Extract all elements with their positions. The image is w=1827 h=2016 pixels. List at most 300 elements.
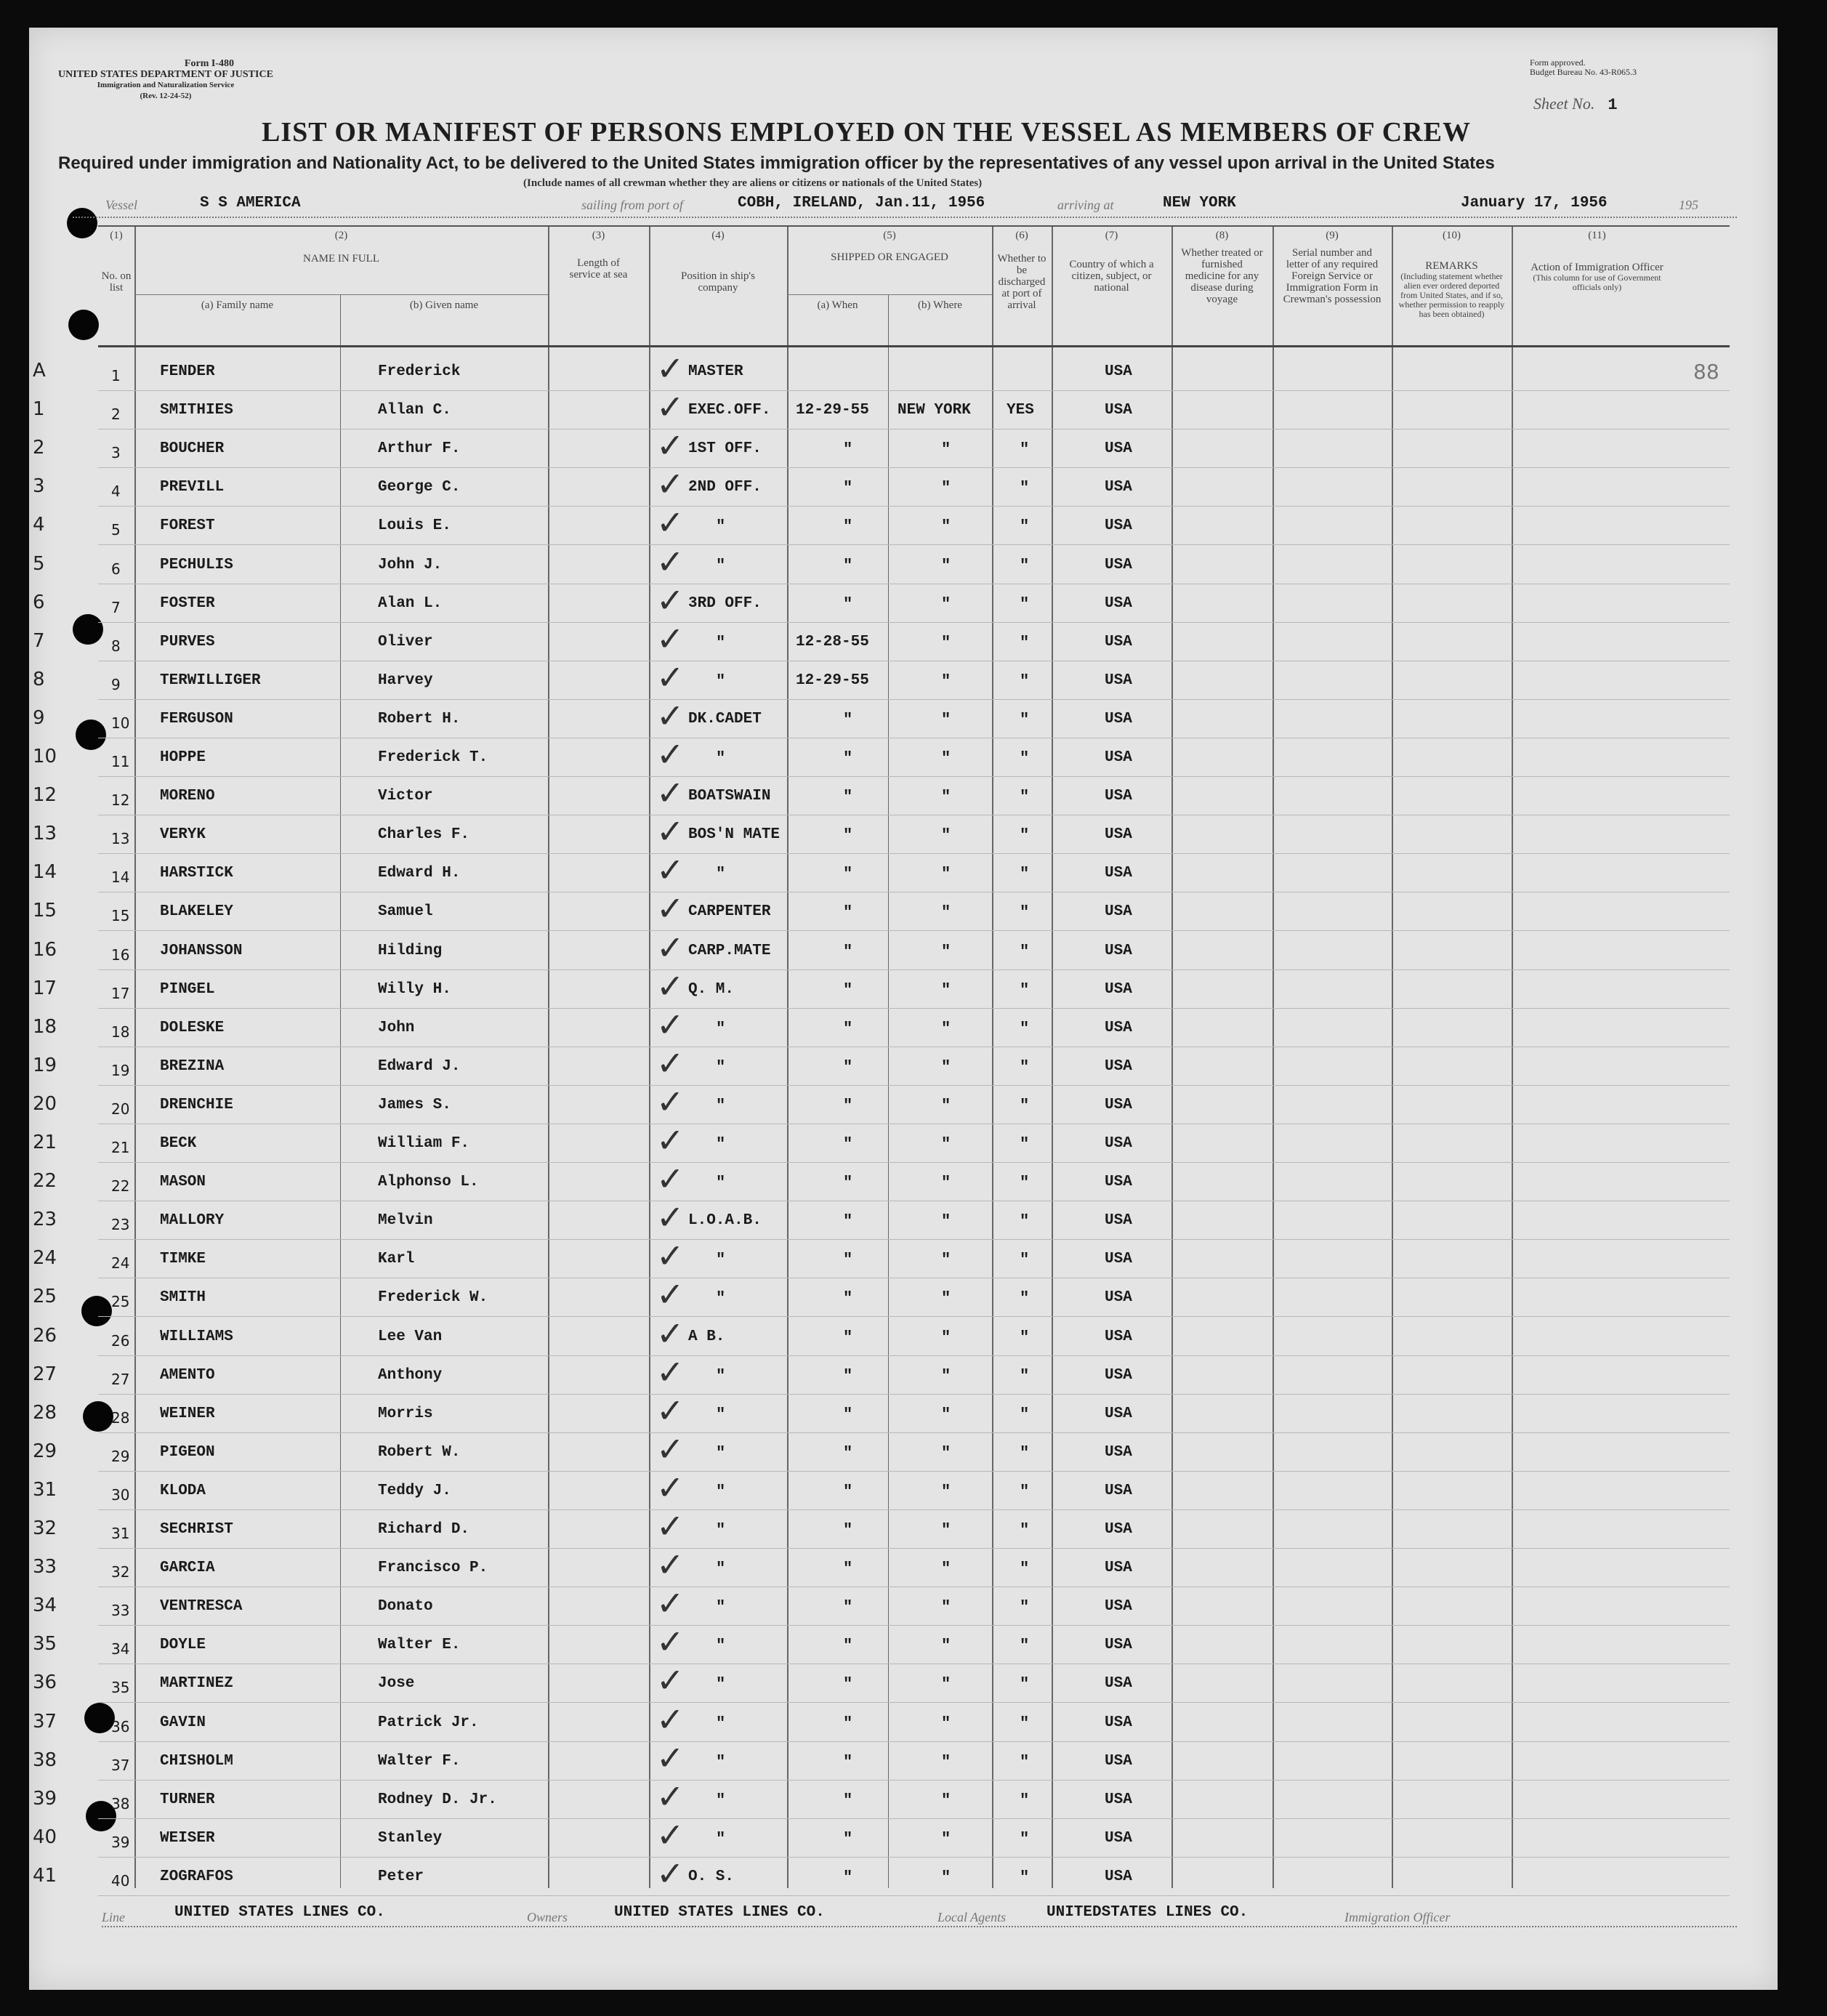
given-name: Morris (378, 1405, 433, 1422)
country: USA (1105, 1057, 1132, 1075)
shipped-where: " (941, 1019, 951, 1038)
list-number: 34 (111, 1640, 130, 1658)
shipped-where: " (941, 1212, 951, 1231)
family-name: PECHULIS (160, 556, 233, 573)
position: " (716, 633, 726, 652)
discharged: " (1020, 440, 1030, 459)
col-discharged-label: (6) Whether to be discharged at port of arrival (997, 230, 1046, 311)
country: USA (1105, 1752, 1132, 1770)
given-name: Hilding (378, 942, 443, 959)
position: A B. (688, 1328, 725, 1345)
position: " (716, 672, 726, 690)
col-action-label: (11) Action of Immigration Officer (This column for use of Government officials only) (1530, 230, 1663, 292)
discharged: " (1020, 1174, 1030, 1193)
arriving-label: arriving at (1057, 198, 1114, 212)
list-number: 35 (111, 1679, 130, 1697)
country: USA (1105, 1019, 1132, 1036)
shipped-where: " (941, 942, 951, 961)
position: " (716, 517, 726, 536)
given-name: Karl (378, 1251, 415, 1268)
form-number: Form I-480 (184, 58, 234, 69)
shipped-where: " (941, 865, 951, 884)
family-name: GARCIA (160, 1560, 215, 1577)
handwritten-number: 21 (33, 1132, 57, 1153)
handwritten-number: 13 (33, 823, 57, 845)
discharged: " (1020, 1791, 1030, 1810)
given-name: Arthur F. (378, 440, 461, 458)
given-name: Robert W. (378, 1443, 461, 1461)
discharged: " (1020, 749, 1030, 767)
discharged: " (1020, 594, 1030, 613)
position: 2ND OFF. (688, 479, 762, 496)
row-divider (98, 1780, 1730, 1781)
discharged: " (1020, 1251, 1030, 1270)
list-number: 11 (111, 753, 130, 770)
shipped-where: " (941, 479, 951, 498)
check-mark-icon: ✓ (656, 1004, 685, 1044)
col-length-label: (3) Length of service at sea (569, 230, 628, 281)
given-name: Richard D. (378, 1521, 470, 1538)
handwritten-number: 23 (33, 1209, 57, 1231)
shipped-where: " (941, 1829, 951, 1848)
family-name: PIGEON (160, 1443, 215, 1461)
country: USA (1105, 1675, 1132, 1693)
handwritten-number: 3 (33, 475, 45, 498)
family-name: FOSTER (160, 594, 215, 612)
agents-label: Local Agents (937, 1910, 1007, 1924)
discharged: " (1020, 1328, 1030, 1347)
country: USA (1105, 363, 1132, 380)
shipped-when: " (843, 1598, 853, 1617)
position: " (716, 1251, 726, 1270)
shipped-when: 12-29-55 (796, 672, 869, 689)
voyage-line (73, 195, 1737, 218)
discharged: " (1020, 1443, 1030, 1462)
country: USA (1105, 1251, 1132, 1268)
position: O. S. (688, 1868, 735, 1885)
discharged: " (1020, 517, 1030, 536)
col-no-label: (1) No. on list (101, 230, 132, 294)
position: " (716, 1289, 726, 1308)
shipped-where: NEW YORK (898, 402, 971, 419)
position: EXEC.OFF. (688, 402, 771, 419)
position: " (716, 1096, 726, 1115)
row-divider (98, 1355, 1730, 1356)
discharged: " (1020, 1135, 1030, 1153)
country: USA (1105, 749, 1132, 766)
year-suffix: 195 (1679, 198, 1698, 212)
position: " (716, 1521, 726, 1539)
position: " (716, 1829, 726, 1848)
handwritten-number: 6 (33, 591, 45, 613)
family-name: WEINER (160, 1405, 215, 1422)
discharged: " (1020, 1829, 1030, 1848)
check-mark-icon: ✓ (656, 1275, 685, 1315)
shipped-where: " (941, 826, 951, 845)
shipped-where: " (941, 1135, 951, 1153)
shipped-when: " (843, 517, 853, 536)
shipped-when: " (843, 710, 853, 729)
row-divider (98, 544, 1730, 545)
discharged: " (1020, 1560, 1030, 1578)
given-name: Edward J. (378, 1057, 461, 1075)
family-name: BOUCHER (160, 440, 225, 458)
position: " (716, 1174, 726, 1193)
row-divider (98, 467, 1730, 468)
family-name: JOHANSSON (160, 942, 243, 959)
given-name: Peter (378, 1868, 424, 1885)
owners-label: Owners (527, 1910, 568, 1924)
shipped-where: " (941, 1328, 951, 1347)
family-name: DOYLE (160, 1637, 206, 1654)
handwritten-number: 16 (33, 938, 57, 961)
family-name: PREVILL (160, 479, 225, 496)
shipped-when: " (843, 942, 853, 961)
shipped-when: " (843, 440, 853, 459)
handwritten-number: 5 (33, 552, 45, 575)
row-divider (98, 1895, 1730, 1896)
shipped-where: " (941, 1096, 951, 1115)
row-divider (98, 429, 1730, 430)
handwritten-number: 17 (33, 977, 57, 999)
col-serial-label: (9) Serial number and letter of any required Foreign Service or Immigration Form in Crewman's possession (1283, 230, 1382, 305)
discharged: " (1020, 710, 1030, 729)
family-name: PURVES (160, 633, 215, 650)
list-number: 40 (111, 1871, 130, 1890)
family-name: CHISHOLM (160, 1752, 233, 1770)
country: USA (1105, 1366, 1132, 1384)
position: Q. M. (688, 980, 735, 998)
shipped-where: " (941, 1714, 951, 1733)
discharged: " (1020, 556, 1030, 575)
position: " (716, 556, 726, 575)
check-mark-icon: ✓ (656, 1776, 685, 1816)
handwritten-number: 36 (33, 1672, 57, 1694)
col-name-label: (2) NAME IN FULL (303, 230, 379, 265)
discharged: " (1020, 1637, 1030, 1656)
list-number: 33 (111, 1602, 130, 1620)
country: USA (1105, 788, 1132, 805)
family-name: BREZINA (160, 1057, 225, 1075)
family-name: PINGEL (160, 980, 215, 998)
shipped-when: " (843, 1366, 853, 1385)
list-number: 3 (111, 444, 121, 462)
col-given-name-label: (b) Given name (409, 299, 479, 311)
list-number: 26 (111, 1331, 130, 1350)
country: USA (1105, 1868, 1132, 1885)
check-mark-icon: ✓ (656, 735, 685, 774)
family-name: BLAKELEY (160, 903, 233, 921)
position: BOS'N MATE (688, 826, 781, 844)
handwritten-number: 7 (33, 629, 45, 652)
position: " (716, 1637, 726, 1656)
discharged: " (1020, 1405, 1030, 1424)
given-name: Frederick T. (378, 749, 488, 766)
given-name: Robert H. (378, 710, 461, 727)
list-number: 14 (111, 868, 130, 887)
discharged: " (1020, 1521, 1030, 1539)
check-mark-icon: ✓ (656, 1159, 685, 1199)
shipped-when: " (843, 1328, 853, 1347)
col-where-label: (b) Where (918, 299, 962, 311)
check-mark-icon: ✓ (656, 387, 685, 427)
country: USA (1105, 440, 1132, 458)
check-mark-icon: ✓ (656, 1467, 685, 1507)
stamp-number: 88 (1693, 360, 1719, 384)
family-name: MASON (160, 1174, 206, 1191)
discharged: " (1020, 672, 1030, 690)
country: USA (1105, 479, 1132, 496)
row-divider (98, 1471, 1730, 1472)
handwritten-number: 41 (33, 1864, 57, 1887)
shipped-where: " (941, 517, 951, 536)
col-medicine-label: (8) Whether treated or furnished medicine for any disease during voyage (1181, 230, 1263, 305)
given-name: Anthony (378, 1366, 443, 1384)
country: USA (1105, 1135, 1132, 1152)
list-number: 27 (111, 1370, 130, 1388)
given-name: John (378, 1019, 415, 1036)
given-name: Walter F. (378, 1752, 461, 1770)
given-name: Teddy J. (378, 1482, 451, 1499)
check-mark-icon: ✓ (656, 464, 685, 504)
list-number: 8 (111, 637, 121, 655)
country: USA (1105, 980, 1132, 998)
list-number: 1 (111, 367, 121, 384)
check-mark-icon: ✓ (656, 1429, 685, 1469)
list-number: 4 (111, 483, 121, 501)
shipped-where: " (941, 594, 951, 613)
row-divider (98, 1548, 1730, 1549)
shipped-where: " (941, 1868, 951, 1887)
discharged: " (1020, 980, 1030, 999)
shipped-when: " (843, 594, 853, 613)
shipped-when: " (843, 1405, 853, 1424)
shipped-when: " (843, 1637, 853, 1656)
col-country-label: (7) Country of which a citizen, subject, or national (1069, 230, 1154, 294)
given-name: Alphonso L. (378, 1174, 479, 1191)
given-name: Stanley (378, 1829, 443, 1847)
shipped-when: " (843, 1675, 853, 1694)
given-name: John J. (378, 556, 443, 573)
position: " (716, 865, 726, 884)
family-name: AMENTO (160, 1366, 215, 1384)
shipped-when: " (843, 1443, 853, 1462)
check-mark-icon: ✓ (656, 850, 685, 890)
family-name: KLODA (160, 1482, 206, 1499)
shipped-when: " (843, 479, 853, 498)
check-mark-icon: ✓ (656, 966, 685, 1006)
family-name: SECHRIST (160, 1521, 233, 1538)
country: USA (1105, 1443, 1132, 1461)
position: L.O.A.B. (688, 1212, 762, 1230)
row-divider (98, 390, 1730, 391)
col-shipped-label: (5) SHIPPED OR ENGAGED (831, 230, 948, 263)
discharged: " (1020, 633, 1030, 652)
shipped-where: " (941, 1366, 951, 1385)
shipped-when: " (843, 1251, 853, 1270)
check-mark-icon: ✓ (656, 927, 685, 967)
country: USA (1105, 402, 1132, 419)
check-mark-icon: ✓ (656, 1815, 685, 1855)
check-mark-icon: ✓ (656, 1313, 685, 1353)
shipped-where: " (941, 788, 951, 807)
family-name: MALLORY (160, 1212, 225, 1230)
shipped-where: " (941, 710, 951, 729)
shipped-where: " (941, 1791, 951, 1810)
line-value: UNITED STATES LINES CO. (174, 1904, 385, 1921)
row-divider (98, 1085, 1730, 1086)
handwritten-number: 28 (33, 1401, 57, 1424)
list-number: 30 (111, 1485, 130, 1504)
sailing-port: COBH, IRELAND, Jan.11, 1956 (738, 195, 985, 211)
check-mark-icon: ✓ (656, 1661, 685, 1701)
check-mark-icon: ✓ (656, 1352, 685, 1392)
given-name: Melvin (378, 1212, 433, 1230)
family-name: SMITH (160, 1289, 206, 1307)
position: DK.CADET (688, 710, 762, 727)
family-name: TERWILLIGER (160, 672, 261, 689)
row-divider (98, 1394, 1730, 1395)
shipped-where: " (941, 633, 951, 652)
country: USA (1105, 1174, 1132, 1191)
include-note: (Include names of all crewman whether they are aliens or citizens or nationals of the United States) (523, 177, 983, 189)
subtitle: Required under immigration and Nationality Act, to be delivered to the United States immigration officer by the representatives of any vessel upon arrival in the United States (58, 153, 1495, 173)
handwritten-number: A (33, 360, 46, 382)
family-name: FOREST (160, 517, 215, 535)
shipped-where: " (941, 1752, 951, 1771)
country: USA (1105, 1096, 1132, 1113)
discharged: " (1020, 1096, 1030, 1115)
shipped-when: " (843, 1057, 853, 1076)
list-number: 31 (111, 1525, 130, 1542)
line-label: Line (102, 1910, 126, 1924)
given-name: Donato (378, 1598, 433, 1616)
family-name: VERYK (160, 826, 206, 844)
position: " (716, 1714, 726, 1733)
col-when-label: (a) When (817, 299, 858, 311)
shipped-where: " (941, 1560, 951, 1578)
check-mark-icon: ✓ (656, 618, 685, 658)
crew-table (33, 225, 1730, 1893)
position: " (716, 1560, 726, 1578)
handwritten-number: 35 (33, 1633, 57, 1656)
position: " (716, 1135, 726, 1153)
row-divider (98, 1586, 1730, 1587)
discharged: " (1020, 942, 1030, 961)
row-divider (98, 853, 1730, 854)
row-divider (98, 1625, 1730, 1626)
list-number: 20 (111, 1100, 130, 1118)
country: USA (1105, 942, 1132, 959)
shipped-when: 12-28-55 (796, 633, 869, 650)
shipped-when: 12-29-55 (796, 402, 869, 419)
check-mark-icon: ✓ (656, 349, 685, 388)
position: CARPENTER (688, 903, 771, 921)
list-number: 24 (111, 1254, 130, 1273)
shipped-where: " (941, 1289, 951, 1308)
shipped-when: " (843, 865, 853, 884)
shipped-when: " (843, 1135, 853, 1153)
family-name: HOPPE (160, 749, 206, 766)
family-name: SMITHIES (160, 402, 233, 419)
shipped-when: " (843, 1482, 853, 1501)
list-number: 36 (111, 1717, 130, 1735)
list-number: 9 (111, 675, 121, 693)
list-number: 16 (111, 945, 130, 964)
given-name: George C. (378, 479, 461, 496)
position: " (716, 1482, 726, 1501)
list-number: 22 (111, 1177, 130, 1196)
shipped-where: " (941, 1405, 951, 1424)
shipped-when: " (843, 1019, 853, 1038)
shipped-when: " (843, 1212, 853, 1231)
check-mark-icon: ✓ (656, 1853, 685, 1893)
given-name: Jose (378, 1675, 415, 1693)
country: USA (1105, 1598, 1132, 1616)
position: " (716, 1405, 726, 1424)
check-mark-icon: ✓ (656, 1236, 685, 1276)
shipped-where: " (941, 1598, 951, 1617)
position: " (716, 1366, 726, 1385)
country: USA (1105, 826, 1132, 844)
family-name: FERGUSON (160, 710, 233, 727)
position: 1ST OFF. (688, 440, 762, 458)
handwritten-number: 15 (33, 900, 57, 922)
discharged: " (1020, 1019, 1030, 1038)
family-name: MORENO (160, 788, 215, 805)
handwritten-number: 8 (33, 668, 45, 690)
handwritten-number: 33 (33, 1556, 57, 1578)
vessel-label: Vessel (105, 198, 137, 212)
country: USA (1105, 1791, 1132, 1808)
shipped-when: " (843, 1791, 853, 1810)
handwritten-number: 22 (33, 1170, 57, 1193)
position: " (716, 1019, 726, 1038)
row-divider (98, 1008, 1730, 1009)
given-name: Victor (378, 788, 433, 805)
discharged: " (1020, 1366, 1030, 1385)
shipped-where: " (941, 1057, 951, 1076)
check-mark-icon: ✓ (656, 426, 685, 466)
arrival-port: NEW YORK (1163, 195, 1236, 211)
sheet-value: 1 (1608, 96, 1618, 114)
discharged: " (1020, 1289, 1030, 1308)
row-divider (98, 930, 1730, 931)
family-name: VENTRESCA (160, 1598, 243, 1616)
discharged: YES (1007, 402, 1034, 419)
shipped-when: " (843, 749, 853, 767)
row-divider (98, 1239, 1730, 1240)
family-name: TURNER (160, 1791, 215, 1808)
row-divider (98, 1316, 1730, 1317)
shipped-when: " (843, 1868, 853, 1887)
position: " (716, 749, 726, 767)
row-divider (98, 699, 1730, 700)
check-mark-icon: ✓ (656, 889, 685, 929)
officer-label: Immigration Officer (1344, 1910, 1451, 1924)
discharged: " (1020, 865, 1030, 884)
shipped-when: " (843, 1714, 853, 1733)
shipped-where: " (941, 1637, 951, 1656)
given-name: Frederick W. (378, 1289, 488, 1307)
country: USA (1105, 710, 1132, 727)
row-divider (98, 1818, 1730, 1819)
sailing-label: sailing from port of (581, 198, 683, 212)
agents-value: UNITEDSTATES LINES CO. (1046, 1904, 1249, 1921)
form-identifier (58, 58, 273, 102)
shipped-where: " (941, 1174, 951, 1193)
given-name: Willy H. (378, 980, 451, 998)
